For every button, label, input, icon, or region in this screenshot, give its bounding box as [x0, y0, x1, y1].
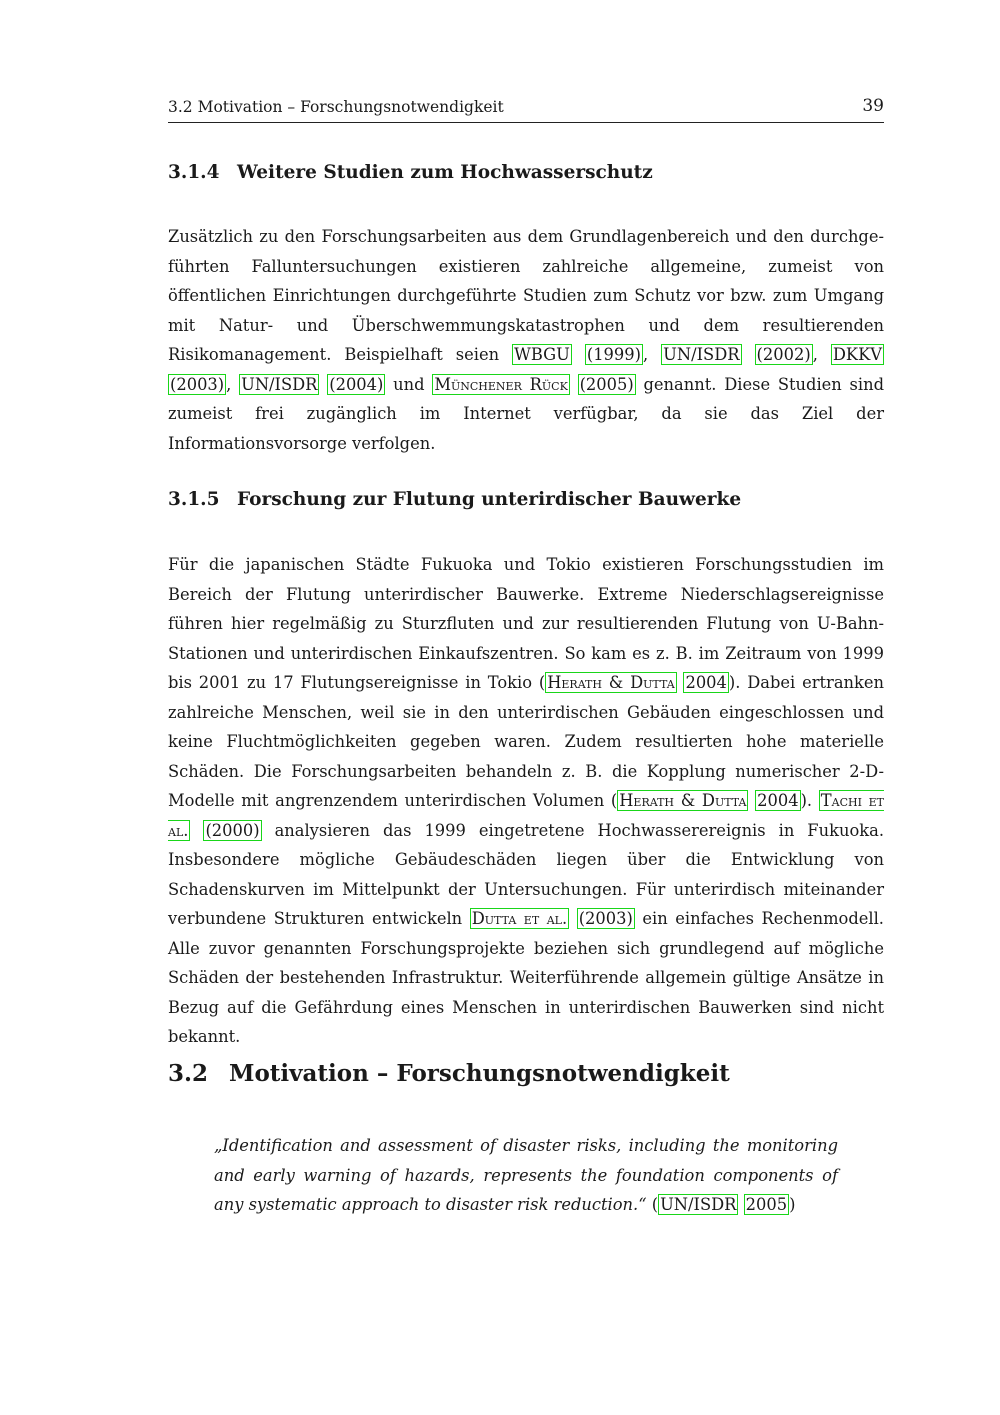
citation-year-link[interactable]: (2000)	[205, 820, 260, 840]
citation-link[interactable]: Dutta et al.	[471, 909, 568, 928]
citation-year-link[interactable]: 2004	[757, 791, 799, 810]
citation-link[interactable]: Tachi et al.	[168, 791, 885, 840]
section-title: Weitere Studien zum Hochwasserschutz	[237, 162, 653, 183]
heading-3-1-5	[168, 489, 884, 510]
citation-link[interactable]: Herath & Dutta	[619, 791, 747, 810]
quote-text: „Identification and assessment of disaster risks, including the monitoring and early warning of hazards, represents the foundation components of any systematic approach to disaster risk reduction.“	[214, 1136, 838, 1214]
text-run: (	[646, 1195, 659, 1214]
section-number: 3.2	[168, 1060, 209, 1087]
paragraph-3-1-5	[168, 550, 884, 1052]
text-run: Für die japanischen Städte Fukuoka und Tokio existieren Forschungsstudien im Bereich der Flutung unterirdischer Bauwerke. Extreme Niederschlagsereignisse führen hier regelmäßig zu Sturzfluten und zur resultierenden Flutung von U-Bahn-Stationen und unterirdischen Einkaufszentren. So kam es z. B. im Zeitraum von 1999 bis 2001 zu 17 Flutungsereignisse in Tokio (	[168, 555, 884, 692]
text-run: analysieren das 1999 eingetretene Hochwasserereignis in Fukuoka. Insbesondere mögliche Gebäudeschäden liegen über die Entwicklung von Schadenskurven im Mittelpunkt der Untersuchungen. Für unterirdisch miteinander verbundene Strukturen entwickeln	[168, 820, 884, 928]
citation-year-link[interactable]: 2004	[685, 673, 727, 692]
citation-year-link[interactable]: (2003)	[578, 909, 633, 928]
paragraph-3-1-4: Zusätzlich zu den Forschungsarbeiten aus dem Grundlagenbereich und den durchgeführten Falluntersuchungen existieren zahlreiche allgemeine, zumeist von öffentlichen Einrichtungen durchgeführte Studien zum Schutz vor bzw. zum Umgang mit Natur- und Überschwemmungskatastrophen und dem resultierenden Risikomanagement. Beispielhaft seien WBGU (1999) , UN/ISDR (2002) , DKKV (2003) , UN/ISDR (2004) und Münchener Rück (2005) genannt. Diese Studien sind zumeist frei zugänglich im Internet verfügbar, da sie das Ziel der Informationsvorsorge verfolgen.	[168, 227, 885, 453]
citation-link[interactable]: Herath & Dutta	[547, 673, 675, 692]
citation-link[interactable]: DKKV	[832, 345, 883, 364]
citation-link[interactable]: Münchener Rück	[434, 374, 568, 394]
section-title: Forschung zur Flutung unterirdischer Bauwerke	[237, 489, 742, 510]
section-number: 3.1.5	[168, 489, 220, 510]
citation-link[interactable]: UN/ISDR	[663, 345, 740, 364]
section-number: 3.1.4	[168, 162, 220, 183]
text-run: ).	[800, 791, 819, 810]
text-run: )	[789, 1195, 796, 1214]
text-run: ). Dabei ertranken zahlreiche Menschen, weil sie in den unterirdischen Gebäuden eingeschlossen und keine Fluchtmöglichkeiten gegeben waren. Zudem resultierten hohe materielle Schäden. Die Forschungsarbeiten behandeln z. B. die Kopplung numerischer 2-D-Modelle mit angrenzendem unterirdischen Volumen (	[168, 673, 885, 810]
heading-3-2	[168, 1060, 884, 1087]
citation-year-link[interactable]: (1999)	[586, 345, 641, 364]
citation-year-link[interactable]: (2004)	[329, 374, 384, 394]
page-number: 39	[862, 96, 884, 116]
citation-link[interactable]: UN/ISDR	[241, 374, 318, 394]
citation-year-link[interactable]: (2003)	[170, 374, 225, 394]
heading-3-1-4	[168, 162, 884, 183]
citation-link[interactable]: WBGU	[514, 345, 570, 364]
text-run: Zusätzlich zu den Forschungsarbeiten aus dem Grundlagenbereich und den durchgeführten Falluntersuchungen existieren zahlreiche allgemeine, zumeist von öffentlichen Einrichtungen durchgeführte Studien zum Schutz vor bzw. zum Umgang mit Natur- und Überschwemmungskatastrophen und dem resultierenden Risikomanagement. Beispielhaft seien	[168, 227, 884, 364]
blockquote	[214, 1131, 838, 1220]
citation-link[interactable]: UN/ISDR	[660, 1195, 737, 1214]
section-title: Motivation – Forschungsnotwendigkeit	[229, 1060, 730, 1087]
running-header	[168, 96, 884, 123]
text-run: ein einfaches Rechenmodell. Alle zuvor genannten Forschungsprojekte beziehen sich grundlegend auf mögliche Schäden der bestehenden Infrastruktur. Weiterführende allgemein gültige Ansätze in Bezug auf die Gefährdung eines Menschen in unterirdischen Bauwerken sind nicht bekannt.	[168, 909, 884, 1046]
citation-year-link[interactable]: (2002)	[756, 345, 811, 364]
text-run: und	[385, 374, 433, 394]
text-run: genannt. Diese Studien sind zumeist frei zugänglich im Internet verfügbar, da sie das Ziel der Informationsvorsorge verfolgen.	[168, 374, 885, 453]
citation-year-link[interactable]: (2005)	[579, 374, 634, 394]
citation-year-link[interactable]: 2005	[745, 1195, 788, 1214]
running-title: 3.2 Motivation – Forschungsnotwendigkeit	[168, 98, 504, 116]
